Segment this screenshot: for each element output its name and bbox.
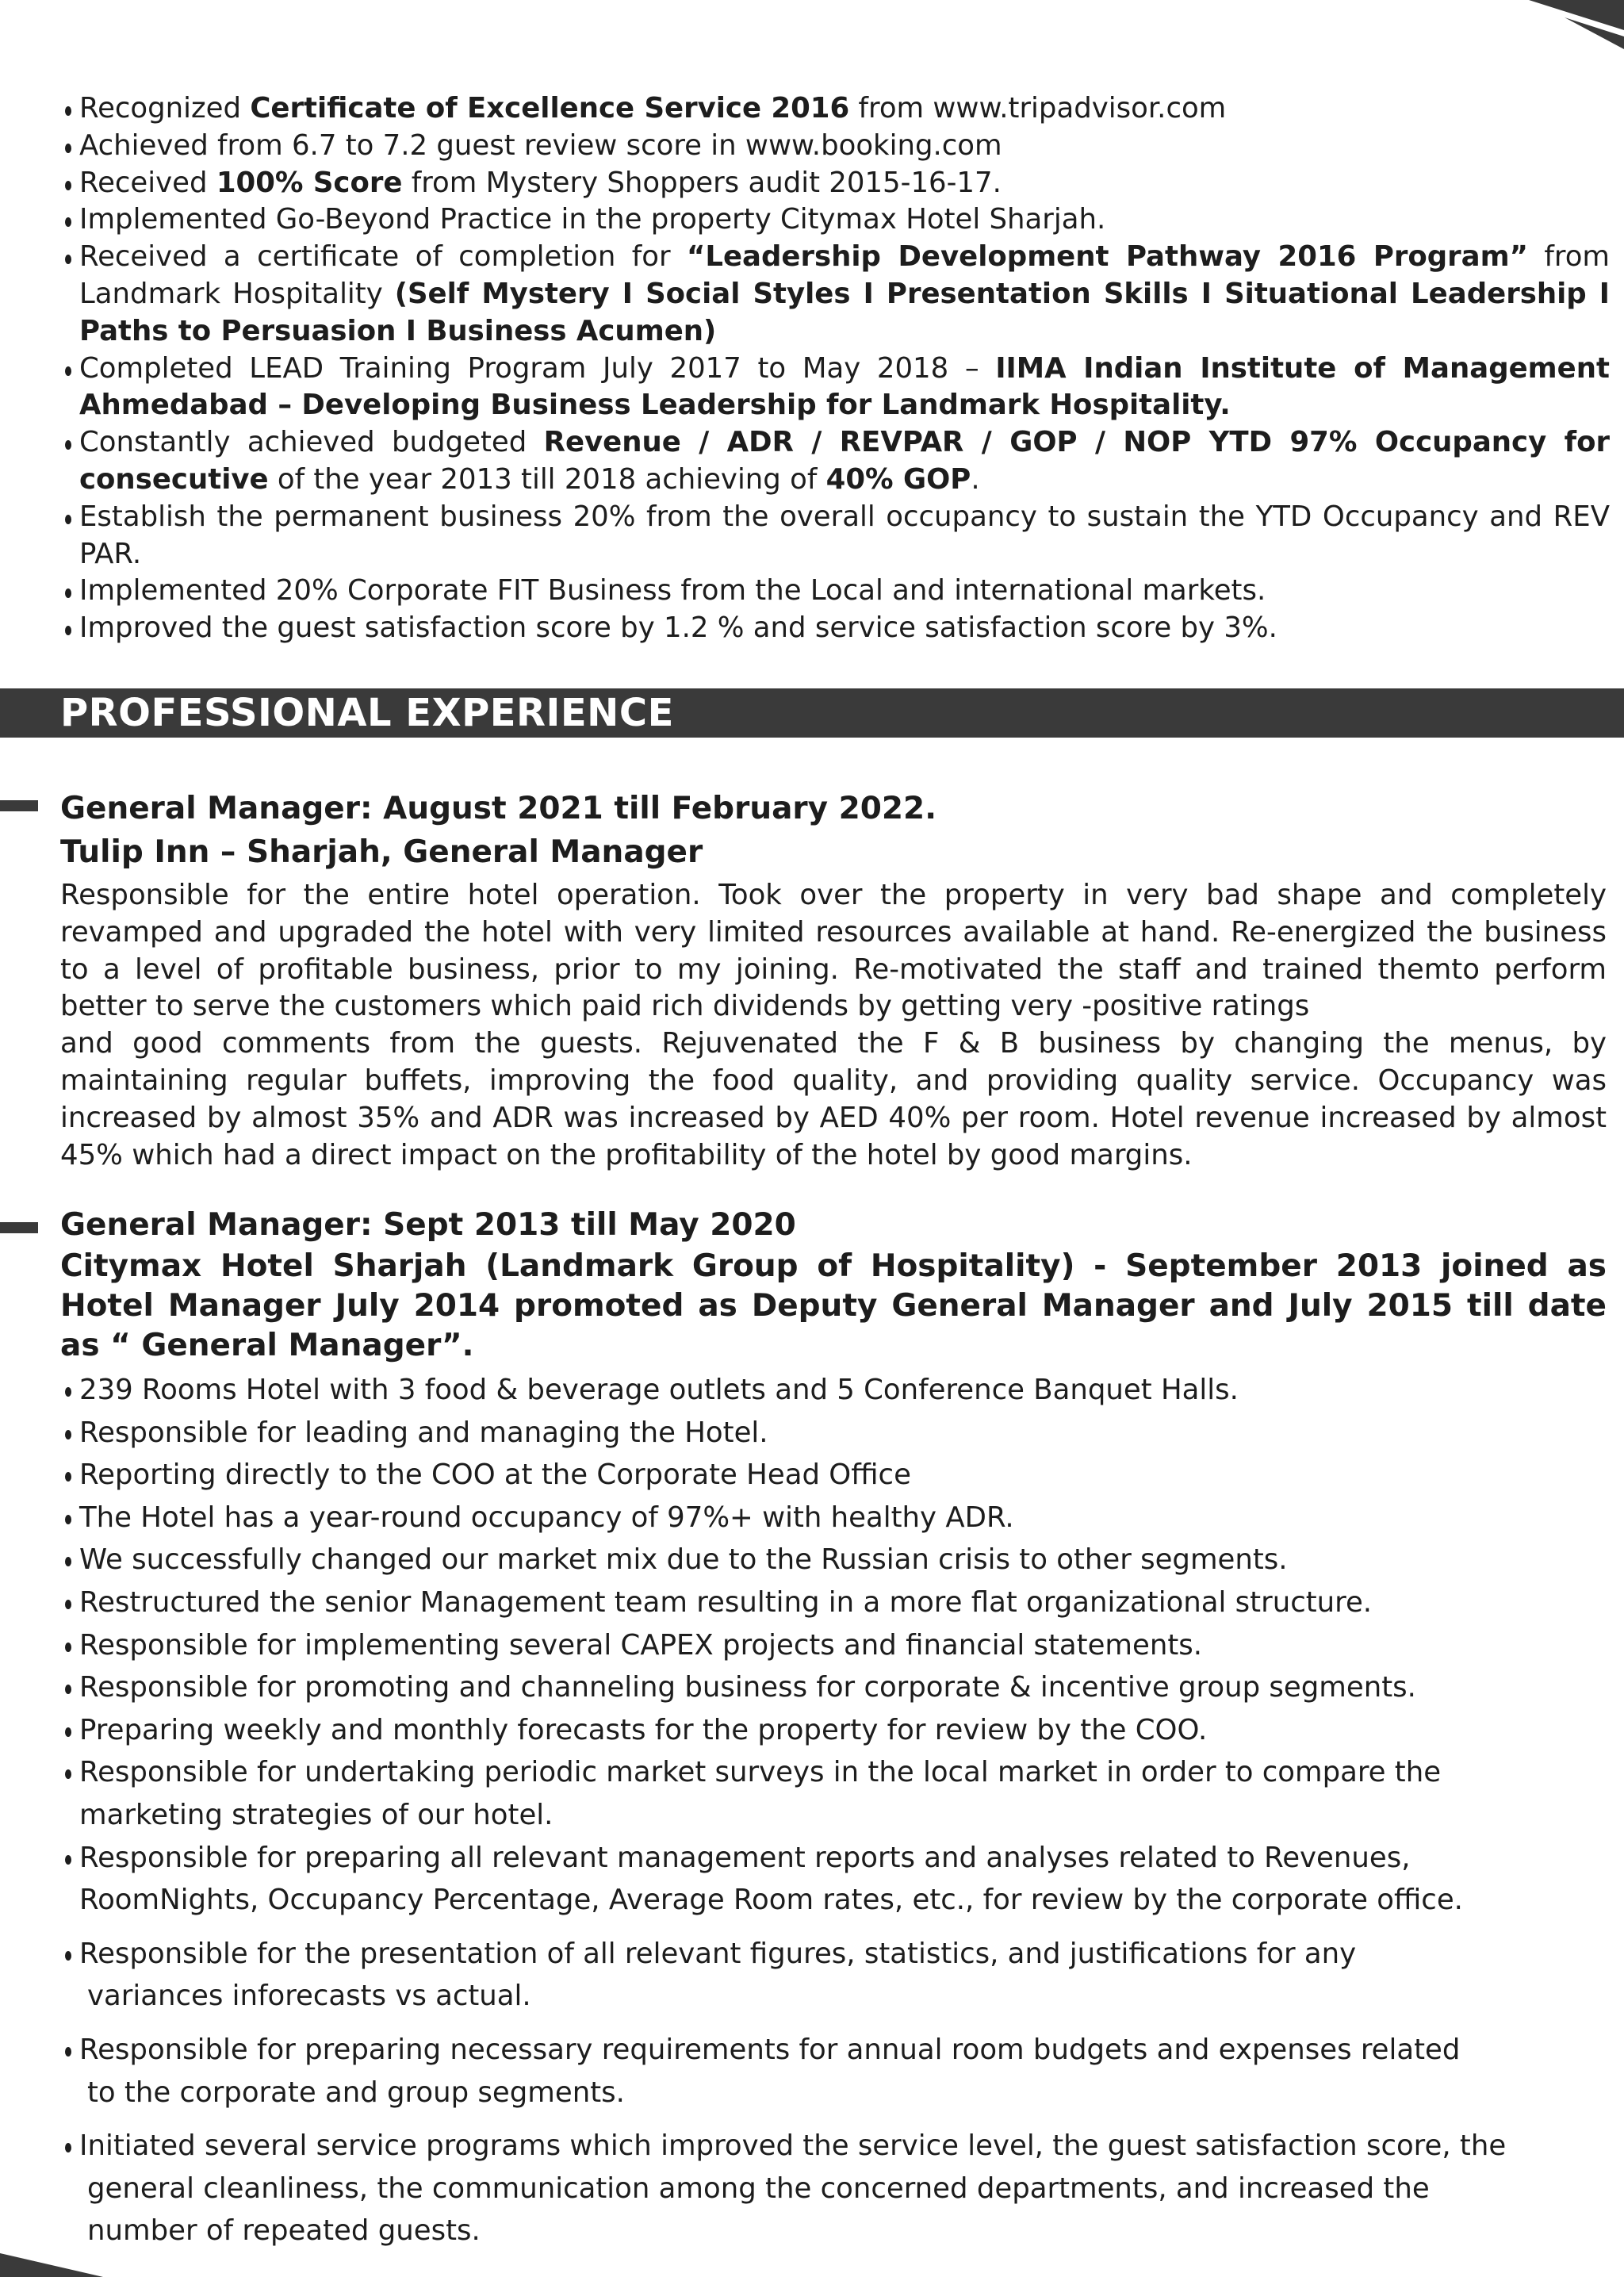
responsibility-item [63,1837,1610,1922]
achievement-text: Recognized [79,92,251,125]
responsibility-item [63,1624,1610,1667]
responsibility-text: Reporting directly to the COO at the Corporate Head Office [79,1459,911,1492]
job-marker [0,1222,38,1233]
responsibility-text: Initiated several service programs which improved the service level, the guest satisfaction score, the [79,2129,1507,2163]
achievement-item [63,239,1610,350]
achievement-text: Implemented Go-Beyond Practice in the property Citymax Hotel Sharjah. [79,203,1106,236]
responsibility-item [63,1581,1610,1624]
responsibility-text: to the corporate and group segments. [87,2076,625,2109]
responsibility-text: general cleanliness, the communication among the concerned departments, and increased the [87,2172,1430,2205]
responsibility-text: Responsible for promoting and channeling business for corporate & incentive group segments. [79,1671,1416,1704]
responsibilities-list [63,1369,1610,2252]
achievement-text: Completed LEAD Training Program July 2017 to May 2018 – [79,351,996,385]
achievement-text: Establish the permanent business 20% from the overall occupancy to sustain the YTD Occupancy and REV PAR. [79,500,1610,570]
job-description [60,877,1607,1174]
achievement-text: Constantly achieved budgeted [79,426,544,459]
responsibility-item [63,1497,1610,1539]
corner-decoration-top [1505,0,1624,56]
achievement-text: Implemented 20% Corporate FIT Business from the Local and international markets. [79,574,1266,608]
corner-decoration-bottom [0,2253,103,2277]
responsibility-text: 239 Rooms Hotel with 3 food & beverage outlets and 5 Conference Banquet Halls. [79,1374,1239,1406]
responsibility-text: Responsible for preparing all relevant management reports and analyses related to Revenues, [79,1841,1411,1874]
responsibility-item [63,1666,1610,1709]
job-title: General Manager: August 2021 till February 2022. [60,791,937,826]
achievement-text: from Mystery Shoppers audit 2015-16-17. [402,166,1002,199]
responsibility-text: Preparing weekly and monthly forecasts for the property for review by the COO. [79,1713,1208,1746]
achievement-item [63,424,1610,499]
achievements-list [63,90,1610,647]
responsibility-text: The Hotel has a year-round occupancy of 97%+ with healthy ADR. [79,1501,1014,1534]
responsibility-text: Restructured the senior Management team resulting in a more flat organizational structure. [79,1585,1373,1619]
achievement-item [63,351,1610,425]
responsibility-text: We successfully changed our market mix due to the Russian crisis to other segments. [79,1543,1288,1577]
job-subtitle: Tulip Inn – Sharjah, General Manager [60,834,703,870]
job-subtitle: Citymax Hotel Sharjah (Landmark Group of Hospitality) - September 2013 joined as Hotel Manager July 2014 promoted as Deputy General Manager and July 2015 till date as “ General Manager”. [60,1248,1607,1363]
achievement-highlight: 40% GOP [825,462,971,496]
job-title: General Manager: Sept 2013 till May 2020 [60,1207,796,1243]
responsibility-text: Responsible for preparing necessary requirements for annual room budgets and expenses related [79,2033,1461,2066]
achievement-item [63,610,1610,647]
responsibility-text: marketing strategies of our hotel. [79,1798,553,1831]
achievement-item [63,128,1610,165]
achievement-highlight: Revenue / ADR / REVPAR / GOP / NOP YTD 97% Occupancy for consecutive [79,426,1610,496]
responsibility-text: Responsible for the presentation of all relevant figures, statistics, and justifications for any [79,1937,1357,1970]
achievement-highlight: “Leadership Development Pathway 2016 Program” [687,240,1528,274]
achievement-item [63,165,1610,202]
achievement-item [63,90,1610,128]
responsibility-text: variances inforecasts vs actual. [87,1980,531,2013]
responsibility-text: Responsible for implementing several CAPEX projects and financial statements. [79,1628,1203,1662]
responsibility-text: Responsible for undertaking periodic market surveys in the local market in order to compare the [79,1756,1442,1789]
achievement-text: of the year 2013 till 2018 achieving of [268,462,826,496]
achievement-text: Achieved from 6.7 to 7.2 guest review score in www.booking.com [79,128,1002,162]
achievement-text: from Landmark Hospitality [79,240,1611,310]
achievement-item [63,499,1610,573]
achievement-highlight: IIMA Indian Institute of Management Ahmedabad – Developing Business Leadership for Landmark Hospitality. [79,351,1610,422]
responsibility-text: Responsible for leading and managing the Hotel. [79,1416,768,1449]
job-marker [0,800,38,811]
responsibility-item [63,1412,1610,1455]
achievement-item [63,573,1610,610]
responsibility-item [63,1539,1610,1581]
job-description-paragraph: and good comments from the guests. Rejuvenated the F & B business by changing the menus, by maintaining regular buffets, improving the food quality, and providing quality service. Occupancy was increased by almost 35% and ADR was increased by AED 40% per room. Hotel revenue increased by almost 45% which had a direct impact on the profitability of the hotel by good margins. [60,1027,1607,1171]
responsibility-item [63,2125,1610,2252]
achievement-text: Received a certificate of completion for [79,240,687,274]
responsibility-item [63,1933,1610,2018]
achievement-text: . [971,462,980,496]
responsibility-item [63,1369,1610,1412]
responsibility-item [63,1709,1610,1752]
achievement-highlight: Certificate of Excellence Service 2016 [250,92,850,125]
job-description-paragraph: Responsible for the entire hotel operation. Took over the property in very bad shape and completely revamped and upgraded the hotel with very limited resources available at hand. Re-energized the business to a level of profitable business, prior to my joining. Re-motivated the staff and trained themto perform better to serve the customers which paid rich dividends by getting very -positive ratings [60,879,1607,1023]
responsibility-text: number of repeated guests. [87,2214,481,2248]
achievement-highlight: 100% Score [216,166,403,199]
section-bar [0,688,1624,738]
responsibility-text: RoomNights, Occupancy Percentage, Average Room rates, etc., for review by the corporate office. [79,1884,1463,1917]
responsibility-item [63,1454,1610,1497]
achievement-text: from www.tripadvisor.com [849,92,1227,125]
section-title: PROFESSIONAL EXPERIENCE [60,691,674,735]
responsibility-item [63,1751,1610,1836]
achievement-text: Improved the guest satisfaction score by 1.2 % and service satisfaction score by 3%. [79,611,1277,645]
achievement-text: Received [79,166,216,199]
achievement-highlight: (Self Mystery I Social Styles I Presentation Skills I Situational Leadership I Paths to Persuasion I Business Acumen) [79,277,1610,347]
achievement-item [63,201,1610,239]
responsibility-item [63,2029,1610,2114]
